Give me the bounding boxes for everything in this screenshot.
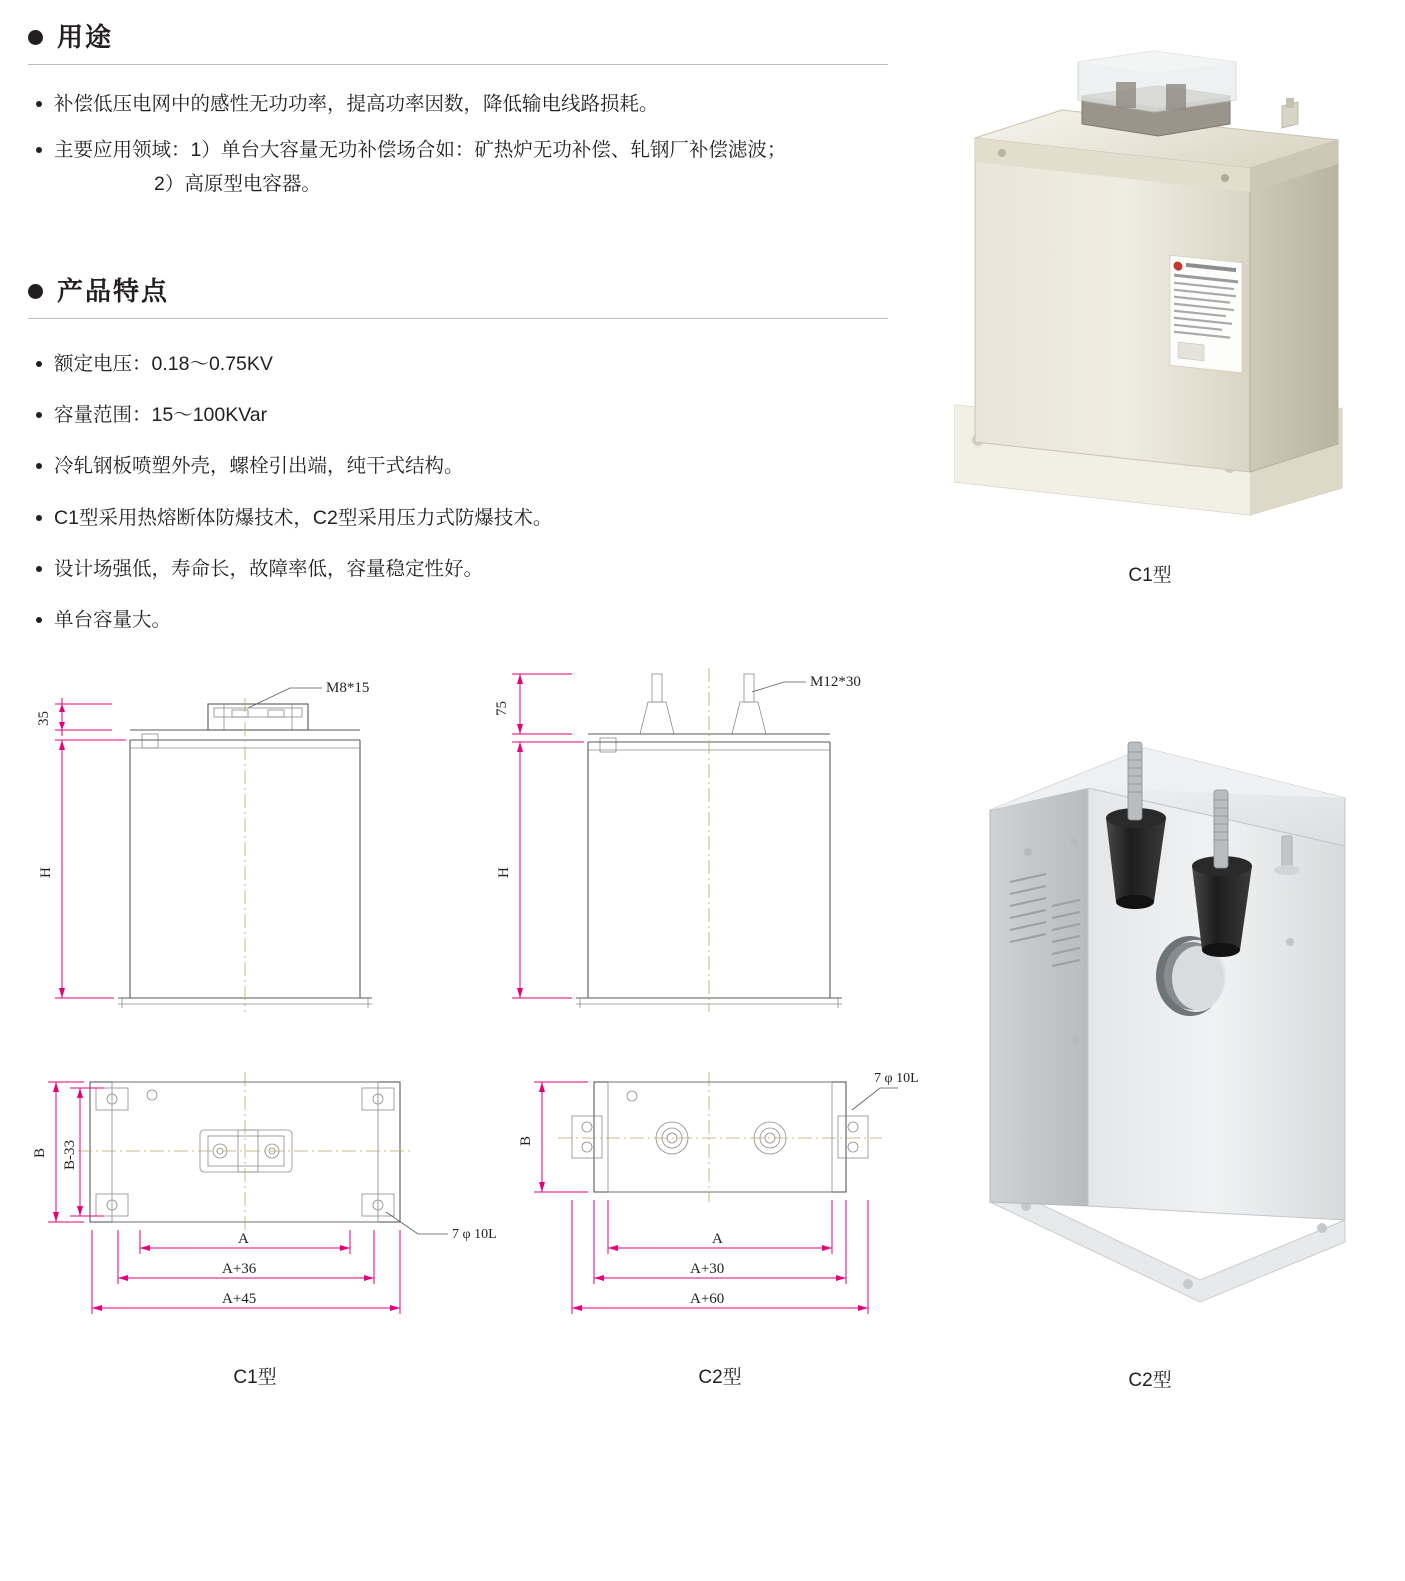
c1-dim-35: 35 bbox=[36, 711, 52, 726]
list-item bbox=[28, 451, 888, 481]
list-item bbox=[28, 89, 888, 119]
drawing-c1-top bbox=[32, 1072, 497, 1314]
c2-dim-75: 75 bbox=[494, 701, 510, 716]
c2-terminal-label: M12*30 bbox=[810, 674, 861, 690]
list-item bbox=[28, 135, 888, 199]
c1-terminal-label: M8*15 bbox=[326, 680, 370, 696]
section-bullet-icon bbox=[28, 284, 43, 299]
section-usage-title: 用途 bbox=[57, 22, 114, 52]
c1-dim-a45: A+45 bbox=[222, 1291, 257, 1307]
feature-item-3: C1型采用热熔断体防爆技术，C2型采用压力式防爆技术。 bbox=[54, 506, 553, 529]
feature-item-2: 冷轧钢板喷塑外壳，螺栓引出端，纯干式结构。 bbox=[54, 455, 464, 478]
drawing-c1-front bbox=[36, 680, 372, 1012]
drawing-c2-top bbox=[518, 1071, 919, 1314]
feature-item-0: 额定电压：0.18～0.75KV bbox=[54, 353, 273, 375]
section-features bbox=[28, 278, 888, 656]
section-features-title: 产品特点 bbox=[57, 276, 170, 306]
product-photo-c1 bbox=[930, 20, 1380, 580]
usage-list bbox=[28, 89, 888, 200]
c2-dim-b: B bbox=[518, 1135, 534, 1146]
c2-dim-a30: A+30 bbox=[690, 1261, 725, 1277]
c1-dim-b33: B-33 bbox=[62, 1140, 78, 1170]
list-item bbox=[28, 503, 888, 533]
c1-hole-label: 7 φ 10L bbox=[452, 1227, 497, 1242]
section-usage bbox=[28, 24, 888, 216]
photo-c2-caption: C2型 bbox=[1128, 1370, 1172, 1391]
c1-dim-b: B bbox=[32, 1147, 48, 1158]
drawing-c2-caption: C2型 bbox=[698, 1367, 742, 1388]
section-features-header bbox=[28, 278, 888, 319]
feature-item-5: 单台容量大。 bbox=[54, 609, 172, 632]
list-item bbox=[28, 554, 888, 584]
section-bullet-icon bbox=[28, 30, 43, 45]
section-usage-header bbox=[28, 24, 888, 65]
c2-dim-a: A bbox=[712, 1231, 723, 1247]
c1-dim-a: A bbox=[238, 1231, 249, 1247]
usage-item-0-text: 补偿低压电网中的感性无功功率，提高功率因数，降低输电线路损耗。 bbox=[54, 93, 659, 115]
list-item bbox=[28, 349, 888, 379]
drawing-c1-caption: C1型 bbox=[233, 1367, 277, 1388]
feature-item-1: 容量范围：15～100KVar bbox=[54, 404, 268, 427]
list-item bbox=[28, 400, 888, 430]
c2-hole-label: 7 φ 10L bbox=[874, 1071, 919, 1086]
c2-dim-a60: A+60 bbox=[690, 1291, 725, 1307]
feature-item-4: 设计场强低，寿命长，故障率低，容量稳定性好。 bbox=[54, 557, 484, 580]
usage-item-1-subtext: 2）高原型电容器。 bbox=[154, 173, 321, 196]
c1-dim-a36: A+36 bbox=[222, 1261, 257, 1277]
c1-dim-h: H bbox=[38, 867, 54, 878]
drawing-c2-front bbox=[494, 668, 861, 1012]
features-list bbox=[28, 349, 888, 635]
usage-item-1-text: 主要应用领域：1）单台大容量无功补偿场合如：矿热炉无功补偿、轧钢厂补偿滤波； bbox=[54, 139, 787, 162]
technical-drawings bbox=[0, 630, 930, 1390]
product-photo-c2 bbox=[930, 620, 1380, 1340]
c2-dim-h: H bbox=[496, 867, 512, 878]
photo-c1-caption: C1型 bbox=[1128, 565, 1172, 586]
